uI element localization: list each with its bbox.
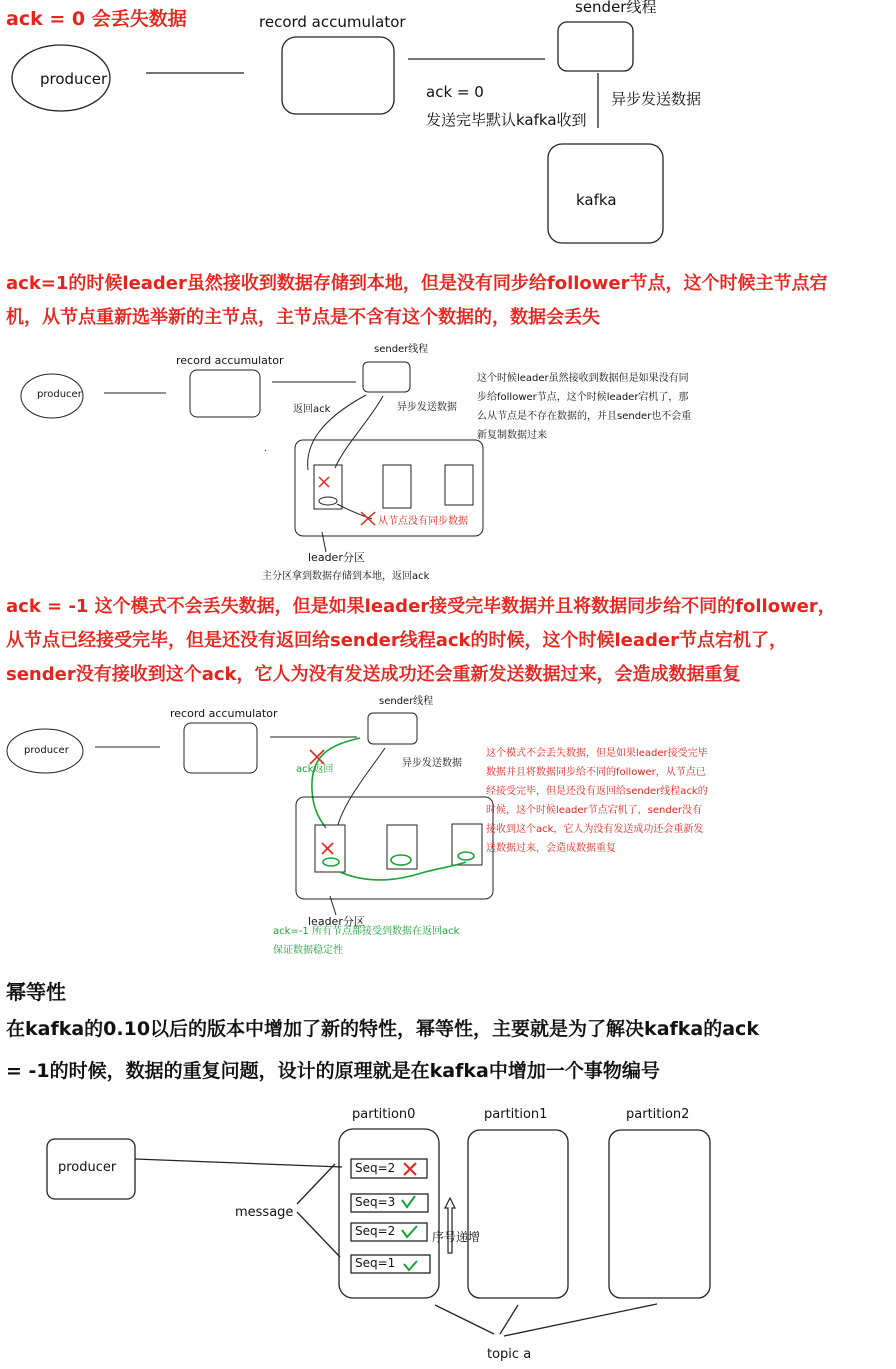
async-label: 异步发送数据 bbox=[611, 90, 702, 108]
seq-label: Seq=2 bbox=[355, 1224, 396, 1238]
accept-check-icon bbox=[404, 1261, 417, 1270]
leader-description: 主分区拿到数据存储到本地，返回ack bbox=[262, 571, 430, 582]
partition2-box bbox=[609, 1130, 710, 1298]
idempotence-body-line2: = -1的时候，数据的重复问题，设计的原理就是在kafka中增加一个事物编号 bbox=[6, 1060, 660, 1082]
producer-label: producer bbox=[24, 745, 69, 756]
topic-label: topic a bbox=[487, 1347, 532, 1362]
producer-label: producer bbox=[58, 1160, 117, 1175]
message-label: message bbox=[235, 1205, 294, 1220]
accumulator-label: record accumulator bbox=[170, 707, 278, 720]
section2-heading-line1: ack=1的时候leader虽然接收到数据存储到本地，但是没有同步给follower节点，这个时候主节点宕 bbox=[6, 273, 828, 294]
seq-label: Seq=3 bbox=[355, 1195, 396, 1209]
accept-check-icon bbox=[402, 1226, 417, 1237]
sender-label: sender线程 bbox=[379, 696, 434, 707]
green-note-line1: ack=-1 所有节点都接受到数据在返回ack bbox=[273, 926, 460, 937]
seq-label: Seq=1 bbox=[355, 1256, 396, 1270]
topic-link-2 bbox=[504, 1304, 657, 1336]
idempotence-body-line1: 在kafka的0.10以后的版本中增加了新的特性，幂等性，主要就是为了解决kafka的ack bbox=[6, 1018, 759, 1040]
ack-description: 发送完毕默认kafka收到 bbox=[426, 111, 587, 129]
partition0-label: partition0 bbox=[352, 1107, 416, 1122]
ack-label: ack = 0 bbox=[426, 83, 484, 101]
producer-label: producer bbox=[37, 389, 82, 400]
increment-arrow-icon bbox=[445, 1198, 455, 1253]
section3-note: 这个模式不会丢失数据，但是如果leader接受完毕数据并且将数据同步给不同的follower，从节点已经接受完毕，但是还没有返回给sender线程ack的时候，这个时候leader节点宕机了，sender没有接收到这个ack，它人为没有发送成功还会重新发送数据过来，会造成数据重复 bbox=[486, 748, 708, 854]
message-link-2 bbox=[297, 1212, 340, 1257]
kafka-label: kafka bbox=[576, 191, 617, 209]
partition1-label: partition1 bbox=[484, 1107, 548, 1122]
return-ack-label: 返回ack bbox=[293, 404, 331, 415]
seq-label: Seq=2 bbox=[355, 1161, 396, 1175]
section3-heading-line1: ack = -1 这个模式不会丢失数据，但是如果leader接受完毕数据并且将数据同步给不同的follower， bbox=[6, 596, 836, 617]
accumulator-label: record accumulator bbox=[259, 13, 406, 31]
topic-link-1 bbox=[500, 1305, 518, 1334]
no-sync-label: 从节点没有同步数据 bbox=[378, 516, 468, 527]
async-label: 异步发送数据 bbox=[402, 758, 462, 769]
leader-label: leader分区 bbox=[308, 551, 365, 564]
accumulator-label: record accumulator bbox=[176, 354, 284, 367]
section2-heading-line2: 机，从节点重新选举新的主节点，主节点是不含有这个数据的，数据会丢失 bbox=[6, 307, 600, 328]
section3-heading-line3: sender没有接收到这个ack，它人为没有发送成功还会重新发送数据过来，会造成数据重复 bbox=[6, 664, 741, 685]
message-link-1 bbox=[297, 1164, 335, 1204]
async-label: 异步发送数据 bbox=[397, 402, 457, 413]
partition1-box bbox=[468, 1130, 568, 1298]
leader-label: leader分区 bbox=[308, 915, 365, 928]
seq-increment-label: 序号递增 bbox=[432, 1230, 481, 1244]
green-note-line2: 保证数据稳定性 bbox=[273, 945, 343, 956]
section3-heading-line2: 从节点已经接受完毕，但是还没有返回给sender线程ack的时候，这个时候leader节点宕机了， bbox=[6, 630, 787, 651]
partition2-label: partition2 bbox=[626, 1107, 690, 1122]
section1-heading: ack = 0 会丢失数据 bbox=[6, 8, 187, 30]
accept-check-icon bbox=[402, 1196, 415, 1207]
producer-label: producer bbox=[40, 70, 108, 88]
sender-label: sender线程 bbox=[374, 344, 429, 355]
ack-return-label: ack返回 bbox=[296, 764, 334, 775]
producer-partition-link bbox=[135, 1159, 342, 1167]
topic-link-0 bbox=[435, 1305, 494, 1334]
idempotence-title: 幂等性 bbox=[6, 980, 66, 1004]
section2-note: 这个时候leader虽然接收到数据但是如果没有同步给follower节点，这个时候leader宕机了，那么从节点是不存在数据的，并且sender也不会重新复制数据过来 bbox=[477, 373, 692, 441]
sender-label: sender线程 bbox=[575, 0, 657, 16]
